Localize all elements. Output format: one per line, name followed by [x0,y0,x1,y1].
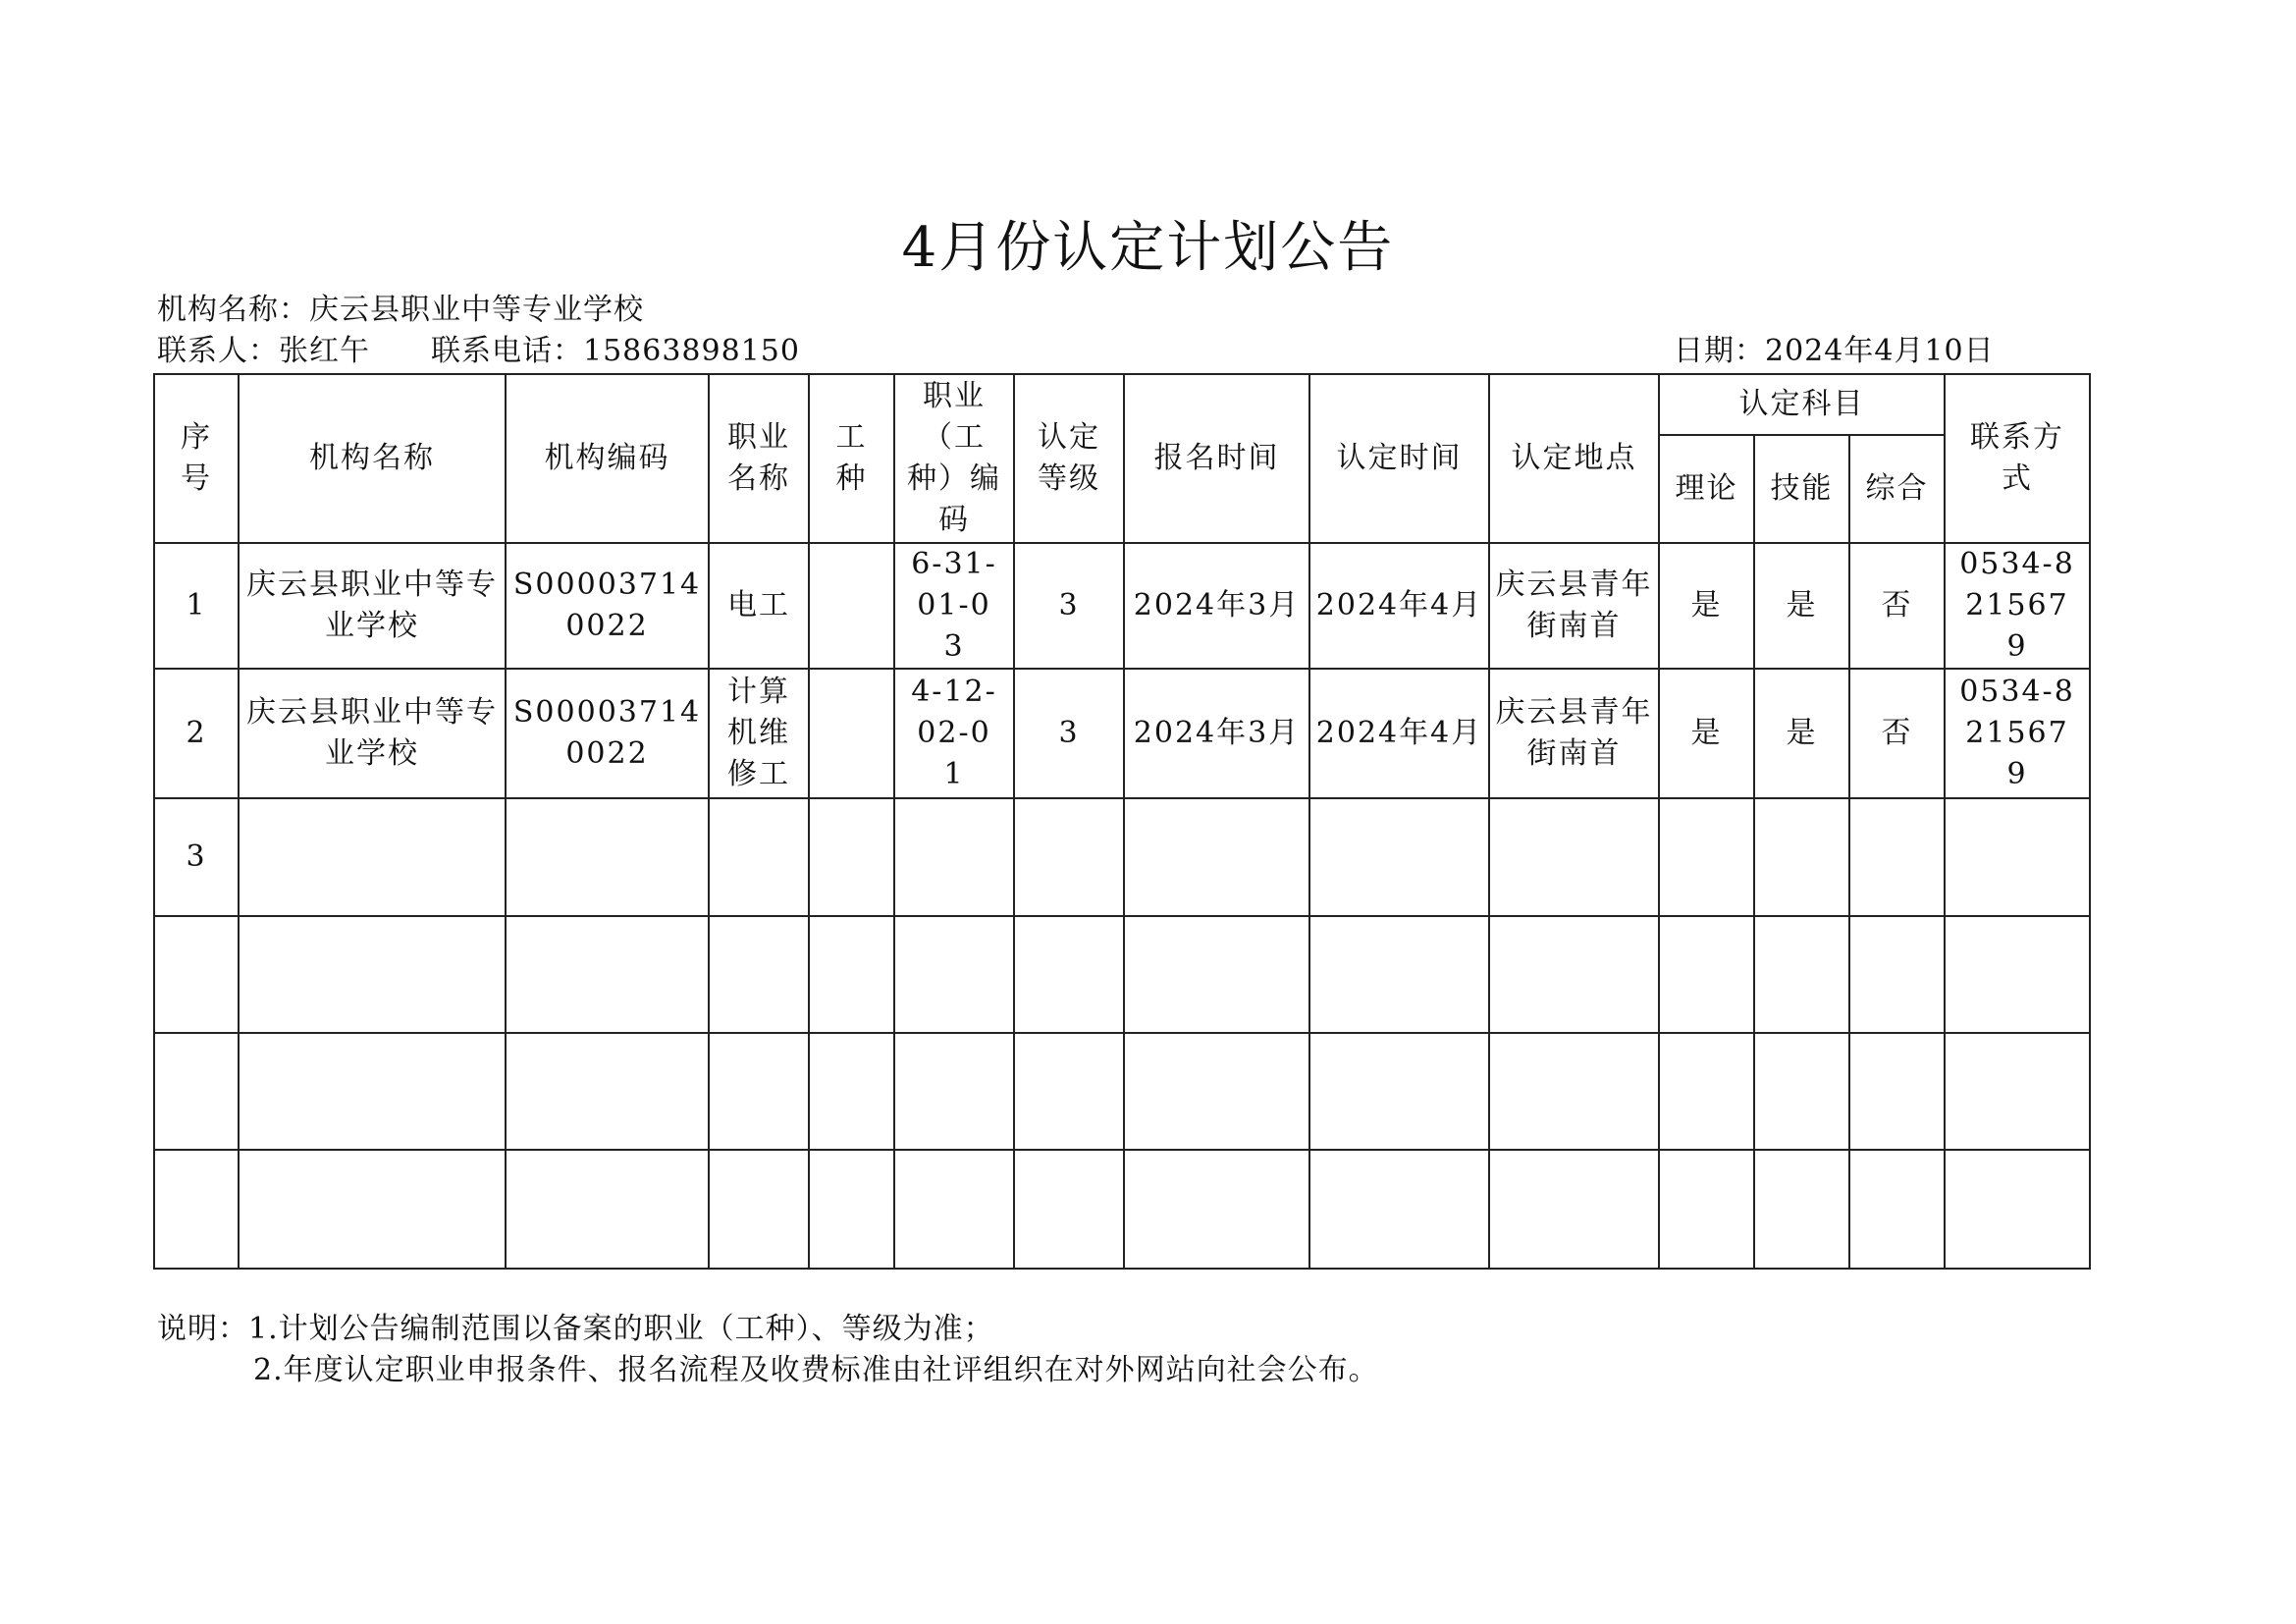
cell-level [1014,798,1124,916]
plan-table [153,373,2091,1270]
cell-work-type [809,916,894,1033]
cell-comprehensive [1849,1033,1945,1150]
cell-skill [1754,1150,1849,1269]
cell-signup-time: 2024年3月 [1124,669,1309,798]
cell-comprehensive [1849,1150,1945,1269]
cell-occupation [709,1033,809,1150]
cell-work-type [809,1150,894,1269]
cell-occ-code [894,1150,1014,1269]
cell-theory [1659,798,1754,916]
table-row [154,1033,2090,1150]
header-occupation: 职业名称 [709,374,809,543]
header-skill: 技能 [1754,435,1849,543]
header-theory: 理论 [1659,435,1754,543]
cell-org-code [506,916,709,1033]
cell-org-name [239,798,506,916]
cell-theory [1659,1150,1754,1269]
cell-occupation: 计算机维修工 [709,669,809,798]
cell-org-code [506,798,709,916]
cell-org-code: S000037140022 [506,669,709,798]
cell-comprehensive: 否 [1849,543,1945,669]
cell-theory [1659,1033,1754,1150]
cell-level: 3 [1014,669,1124,798]
cell-org-code [506,1150,709,1269]
cell-occ-code [894,1033,1014,1150]
table-row [154,669,2090,798]
header-signup-time: 报名时间 [1124,374,1309,543]
cell-comprehensive [1849,798,1945,916]
cell-theory: 是 [1659,543,1754,669]
header-org-code: 机构编码 [506,374,709,543]
cell-skill [1754,1033,1849,1150]
cell-work-type [809,669,894,798]
cell-cert-time: 2024年4月 [1309,543,1489,669]
header-seq: 序号 [154,374,239,543]
cell-contact [1945,798,2090,916]
date-line-text: 日期：2024年4月10日 [1674,334,1995,368]
cell-org-name [239,916,506,1033]
cell-skill [1754,798,1849,916]
cell-occupation [709,798,809,916]
header-work-type: 工种 [809,374,894,543]
cell-level: 3 [1014,543,1124,669]
cell-comprehensive [1849,916,1945,1033]
cell-seq [154,1150,239,1269]
cell-signup-time [1124,1033,1309,1150]
cell-level [1014,916,1124,1033]
cell-comprehensive: 否 [1849,669,1945,798]
cell-occupation [709,916,809,1033]
cell-skill: 是 [1754,669,1849,798]
cell-occ-code [894,798,1014,916]
cell-seq [154,916,239,1033]
cell-seq [154,1033,239,1150]
cell-work-type [809,1033,894,1150]
cell-theory [1659,916,1754,1033]
cell-cert-time [1309,1150,1489,1269]
page-title: 4月份认定计划公告 [901,216,1395,280]
header-cert-place: 认定地点 [1489,374,1659,543]
cell-occupation: 电工 [709,543,809,669]
cell-seq: 1 [154,543,239,669]
header-level: 认定等级 [1014,374,1124,543]
table-row [154,916,2090,1033]
header-occ-code: 职业（工种）编码 [894,374,1014,543]
cell-org-code [506,1033,709,1150]
cell-level [1014,1033,1124,1150]
cell-occ-code: 4-12-02-01 [894,669,1014,798]
header-comprehensive: 综合 [1849,435,1945,543]
cell-cert-place [1489,916,1659,1033]
table-row [154,543,2090,669]
contact-line [157,332,800,371]
cell-cert-place [1489,1033,1659,1150]
cell-level [1014,1150,1124,1269]
cell-contact [1945,1033,2090,1150]
cell-cert-time [1309,798,1489,916]
header-org-name: 机构名称 [239,374,506,543]
cell-org-code: S000037140022 [506,543,709,669]
cell-org-name: 庆云县职业中等专业学校 [239,543,506,669]
cell-org-name: 庆云县职业中等专业学校 [239,669,506,798]
cell-signup-time [1124,916,1309,1033]
cell-signup-time [1124,798,1309,916]
cell-skill [1754,916,1849,1033]
cell-seq: 3 [154,798,239,916]
cell-cert-place: 庆云县青年街南首 [1489,543,1659,669]
cell-cert-place [1489,1150,1659,1269]
cell-org-name [239,1033,506,1150]
header-contact: 联系方式 [1945,374,2090,543]
cell-occ-code: 6-31-01-03 [894,543,1014,669]
contact-line-text: 联系人：张红午 联系电话：15863898150 [157,334,800,368]
cell-occupation [709,1150,809,1269]
cell-seq: 2 [154,669,239,798]
table-row [154,1150,2090,1269]
table-row [154,798,2090,916]
cell-signup-time [1124,1150,1309,1269]
note-line-1: 说明：1.计划公告编制范围以备案的职业（工种）、等级为准； [157,1312,994,1346]
cell-cert-time: 2024年4月 [1309,669,1489,798]
cell-signup-time: 2024年3月 [1124,543,1309,669]
cell-contact [1945,916,2090,1033]
cell-cert-place: 庆云县青年街南首 [1489,669,1659,798]
cell-org-name [239,1150,506,1269]
header-cert-time: 认定时间 [1309,374,1489,543]
cell-cert-time [1309,916,1489,1033]
cell-cert-time [1309,1033,1489,1150]
cell-contact: 0534-8215679 [1945,669,2090,798]
cell-work-type [809,798,894,916]
header-subjects: 认定科目 [1659,374,1945,435]
cell-work-type [809,543,894,669]
cell-contact [1945,1150,2090,1269]
org-line-text: 机构名称：庆云县职业中等专业学校 [157,293,644,327]
cell-cert-place [1489,798,1659,916]
cell-occ-code [894,916,1014,1033]
date-line [1674,332,1995,371]
cell-contact: 0534-8215679 [1945,543,2090,669]
org-line [157,291,644,330]
cell-skill: 是 [1754,543,1849,669]
cell-theory: 是 [1659,669,1754,798]
note-line-2: 2.年度认定职业申报条件、报名流程及收费标准由社评组织在对外网站向社会公布。 [253,1353,1379,1387]
